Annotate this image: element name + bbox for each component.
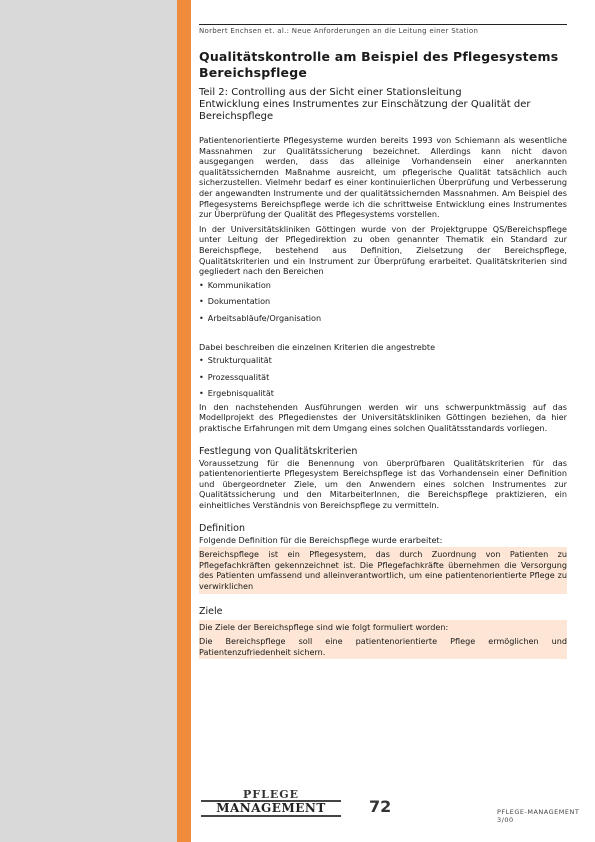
paragraph-2: In der Universitätskliniken Göttingen wurde von der Projektgruppe QS/Bereichspflege unter Leitung der Pflegedirektion zu oben genannter Thematik ein Standard zur Bereichspflege, bestehend aus Definition, Zielsetzung der Bereichspflege, Qualitätskriterien und ein Instrument zur Überprüfung erarbeitet. Qualitätskriterien sind gegliedert nach den Bereichen	[199, 223, 567, 277]
list-item: • Dokumentation	[199, 296, 567, 307]
paragraph-5: Voraussetzung für die Benennung von überprüfbaren Qualitätskriterien für das patientenorientierte Pflegesystem Bereichspflege ist das Vorhandensein einer Definition und übergeordneter Ziele, um den Anwendern eines solchen Instrumentes zur Qualitätssicherung und den MitarbeiterInnen, die Bereichspflege praktizieren, ein einheitliches Verständnis von Bereichspflege zu vermitteln.	[199, 457, 567, 511]
section-heading-goals: Ziele	[199, 605, 223, 617]
list-item: • Ergebnisqualität	[199, 388, 567, 399]
quality-types-list	[199, 355, 567, 399]
article-title: Qualitätskontrolle am Beispiel des Pflegesystems Bereichspflege	[199, 49, 559, 80]
article-subtitle: Teil 2: Controlling aus der Sicht einer Stationsleitung	[199, 87, 462, 98]
goals-box	[199, 620, 567, 660]
paragraph-3: Dabei beschreiben die einzelnen Kriterien die angestrebte	[199, 341, 436, 352]
definition-text: Bereichspflege ist ein Pflegesystem, das durch Zuordnung von Patienten zu Pflegefachkräften gekennzeichnet ist. Die Pflegefachkräfte übernehmen die Versorgung des Patienten umfassend und alleinverantwortlich, um eine patientenorientierte Pflege zu verwirklichen	[199, 549, 567, 591]
journal-logo	[201, 790, 341, 818]
list-item: • Prozessqualität	[199, 372, 567, 383]
issue-label: PFLEGE-MANAGEMENT 3/00	[497, 808, 580, 824]
running-head: Norbert Enchsen et. al.: Neue Anforderungen an die Leitung einer Station	[199, 27, 479, 35]
left-margin-panel	[0, 0, 177, 842]
paragraph-4: In den nachstehenden Ausführungen werden wir uns schwerpunktmässig auf das Modellprojekt des Pflegedienstes der Universitätskliniken Göttingen beziehen, da hier praktische Erfahrungen mit dem Umgang eines solchen Qualitätsstandards vorliegen.	[199, 401, 567, 434]
list-item: • Arbeitsabläufe/Organisation	[199, 313, 567, 324]
header-rule	[199, 24, 567, 25]
accent-stripe	[177, 0, 191, 842]
criteria-areas-list	[199, 280, 567, 324]
goals-intro: Die Ziele der Bereichspflege sind wie folgt formuliert worden:	[199, 621, 449, 632]
section-heading-definition: Definition	[199, 522, 246, 534]
article-subtitle-2: Entwicklung eines Instrumentes zur Einschätzung der Qualität der Bereichspflege	[199, 99, 531, 122]
goals-text: Die Bereichspflege soll eine patientenorientierte Pflege ermöglichen und Patientenzufriedenheit sichern.	[199, 636, 567, 657]
logo-line-1: PFLEGE	[243, 788, 299, 801]
list-item: • Kommunikation	[199, 280, 567, 291]
article-body	[199, 49, 567, 659]
section-heading-criteria: Festlegung von Qualitätskriterien	[199, 445, 358, 457]
paragraph-6: Folgende Definition für die Bereichspflege wurde erarbeitet:	[199, 534, 443, 545]
list-item: • Strukturqualität	[199, 355, 567, 366]
definition-box	[199, 547, 567, 593]
logo-line-2: MANAGEMENT	[201, 800, 341, 817]
page-number: 72	[369, 797, 392, 816]
paragraph-1: Patientenorientierte Pflegesysteme wurden bereits 1993 von Schiemann als wesentliche Massnahmen zur Qualitätssicherung bezeichnet. Allerdings kann nicht davon ausgegangen werden, dass das alleinige Vorhandensein einer anerkannten qualitätssichernden Maßnahme ausreicht, um pflegerische Qualität tatsächlich auch sicherzustellen. Vielmehr bedarf es einer kontinuierlichen Überprüfung und Verbesserung der angewandten Instrumente und der qualitätssichernden Massnahmen. Am Beispiel des Pflegesystems Bereichspflege werde ich die schrittweise Entwicklung eines Instrumentes zur Überprüfung der Qualität des Pflegesystems vorstellen.	[199, 135, 567, 220]
